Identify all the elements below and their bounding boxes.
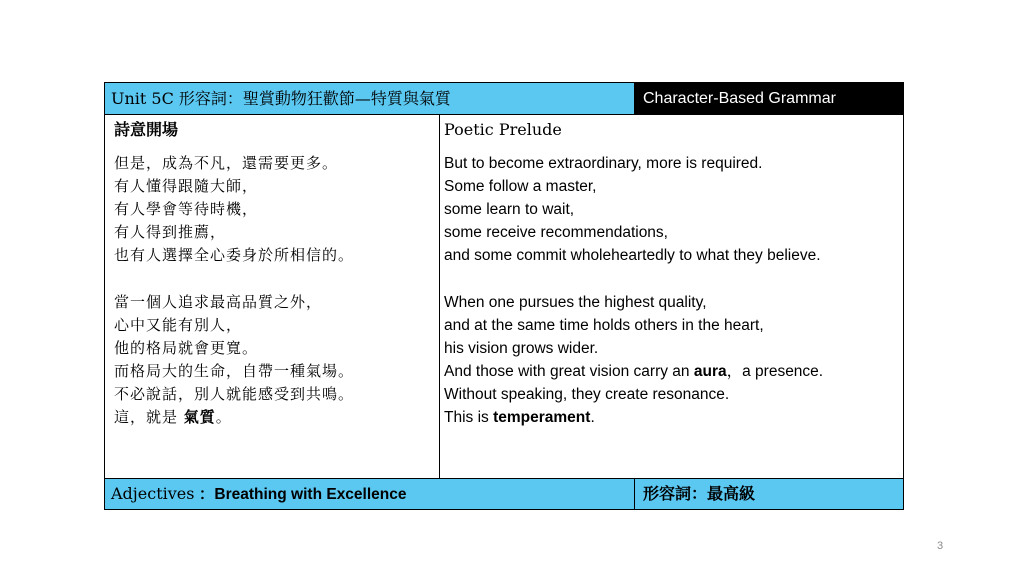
chinese-line: 他的格局就會更寬。	[114, 339, 259, 357]
english-line: Some follow a master,	[444, 178, 597, 195]
english-line: his vision grows wider.	[444, 340, 599, 357]
aura-suffix: ，a presence.	[726, 363, 824, 380]
chinese-column	[105, 115, 440, 479]
aura-prefix: And those with great vision carry an	[444, 363, 694, 380]
page-number: 3	[936, 540, 944, 552]
chinese-stanza-1	[114, 152, 439, 267]
english-line: some receive recommendations,	[444, 224, 668, 241]
adjectives-label: Adjectives	[111, 484, 195, 503]
chinese-final-line	[114, 406, 439, 429]
english-stanza-1	[444, 152, 903, 267]
chinese-line: 有人得到推薦，	[114, 223, 227, 241]
english-aura-line	[444, 360, 903, 383]
unit-title: Unit 5C 形容詞：聖賞動物狂歡節—特質與氣質	[105, 83, 635, 115]
english-line: Without speaking, they create resonance.	[444, 386, 730, 403]
english-line: some learn to wait,	[444, 201, 575, 218]
english-column	[440, 115, 903, 479]
footer-grammar-label: 形容詞：最高級	[635, 479, 903, 509]
footer-subtitle: ：Breathing with Excellence	[198, 486, 407, 503]
chinese-line: 而格局大的生命，自帶一種氣場。	[114, 362, 355, 380]
english-line: But to become extraordinary, more is required.	[444, 155, 763, 172]
chinese-line: 當一個人追求最高品質之外，	[114, 293, 323, 311]
temperament-keyword: temperament	[493, 409, 591, 426]
chinese-title: 詩意開場	[114, 120, 179, 139]
chinese-line: 不必說話，別人就能感受到共鳴。	[114, 385, 355, 403]
grammar-tag: Character-Based Grammar	[635, 83, 903, 115]
english-stanza-2	[444, 291, 903, 429]
chinese-stanza-2	[114, 291, 439, 429]
chinese-line: 心中又能有別人，	[114, 316, 243, 334]
chinese-line: 有人懂得跟隨大師，	[114, 177, 259, 195]
chinese-final-suffix: 。	[215, 408, 232, 426]
english-line: When one pursues the highest quality,	[444, 294, 707, 311]
chinese-line: 有人學會等待時機，	[114, 200, 259, 218]
english-line: and some commit wholeheartedly to what they believe.	[444, 247, 821, 264]
english-line: and at the same time holds others in the heart,	[444, 317, 764, 334]
chinese-final-prefix: 這，就是	[114, 408, 184, 426]
chinese-line: 但是，成為不凡，還需要更多。	[114, 154, 339, 172]
english-final-prefix: This is	[444, 409, 494, 426]
english-final-line	[444, 406, 903, 429]
chinese-line: 也有人選擇全心委身於所相信的。	[114, 246, 355, 264]
footer-adjectives	[105, 479, 635, 509]
chinese-keyword: 氣質	[183, 408, 216, 426]
lesson-table	[104, 82, 904, 510]
aura-keyword: aura	[693, 363, 727, 380]
english-final-suffix: .	[590, 409, 595, 426]
english-title: Poetic Prelude	[444, 120, 562, 139]
